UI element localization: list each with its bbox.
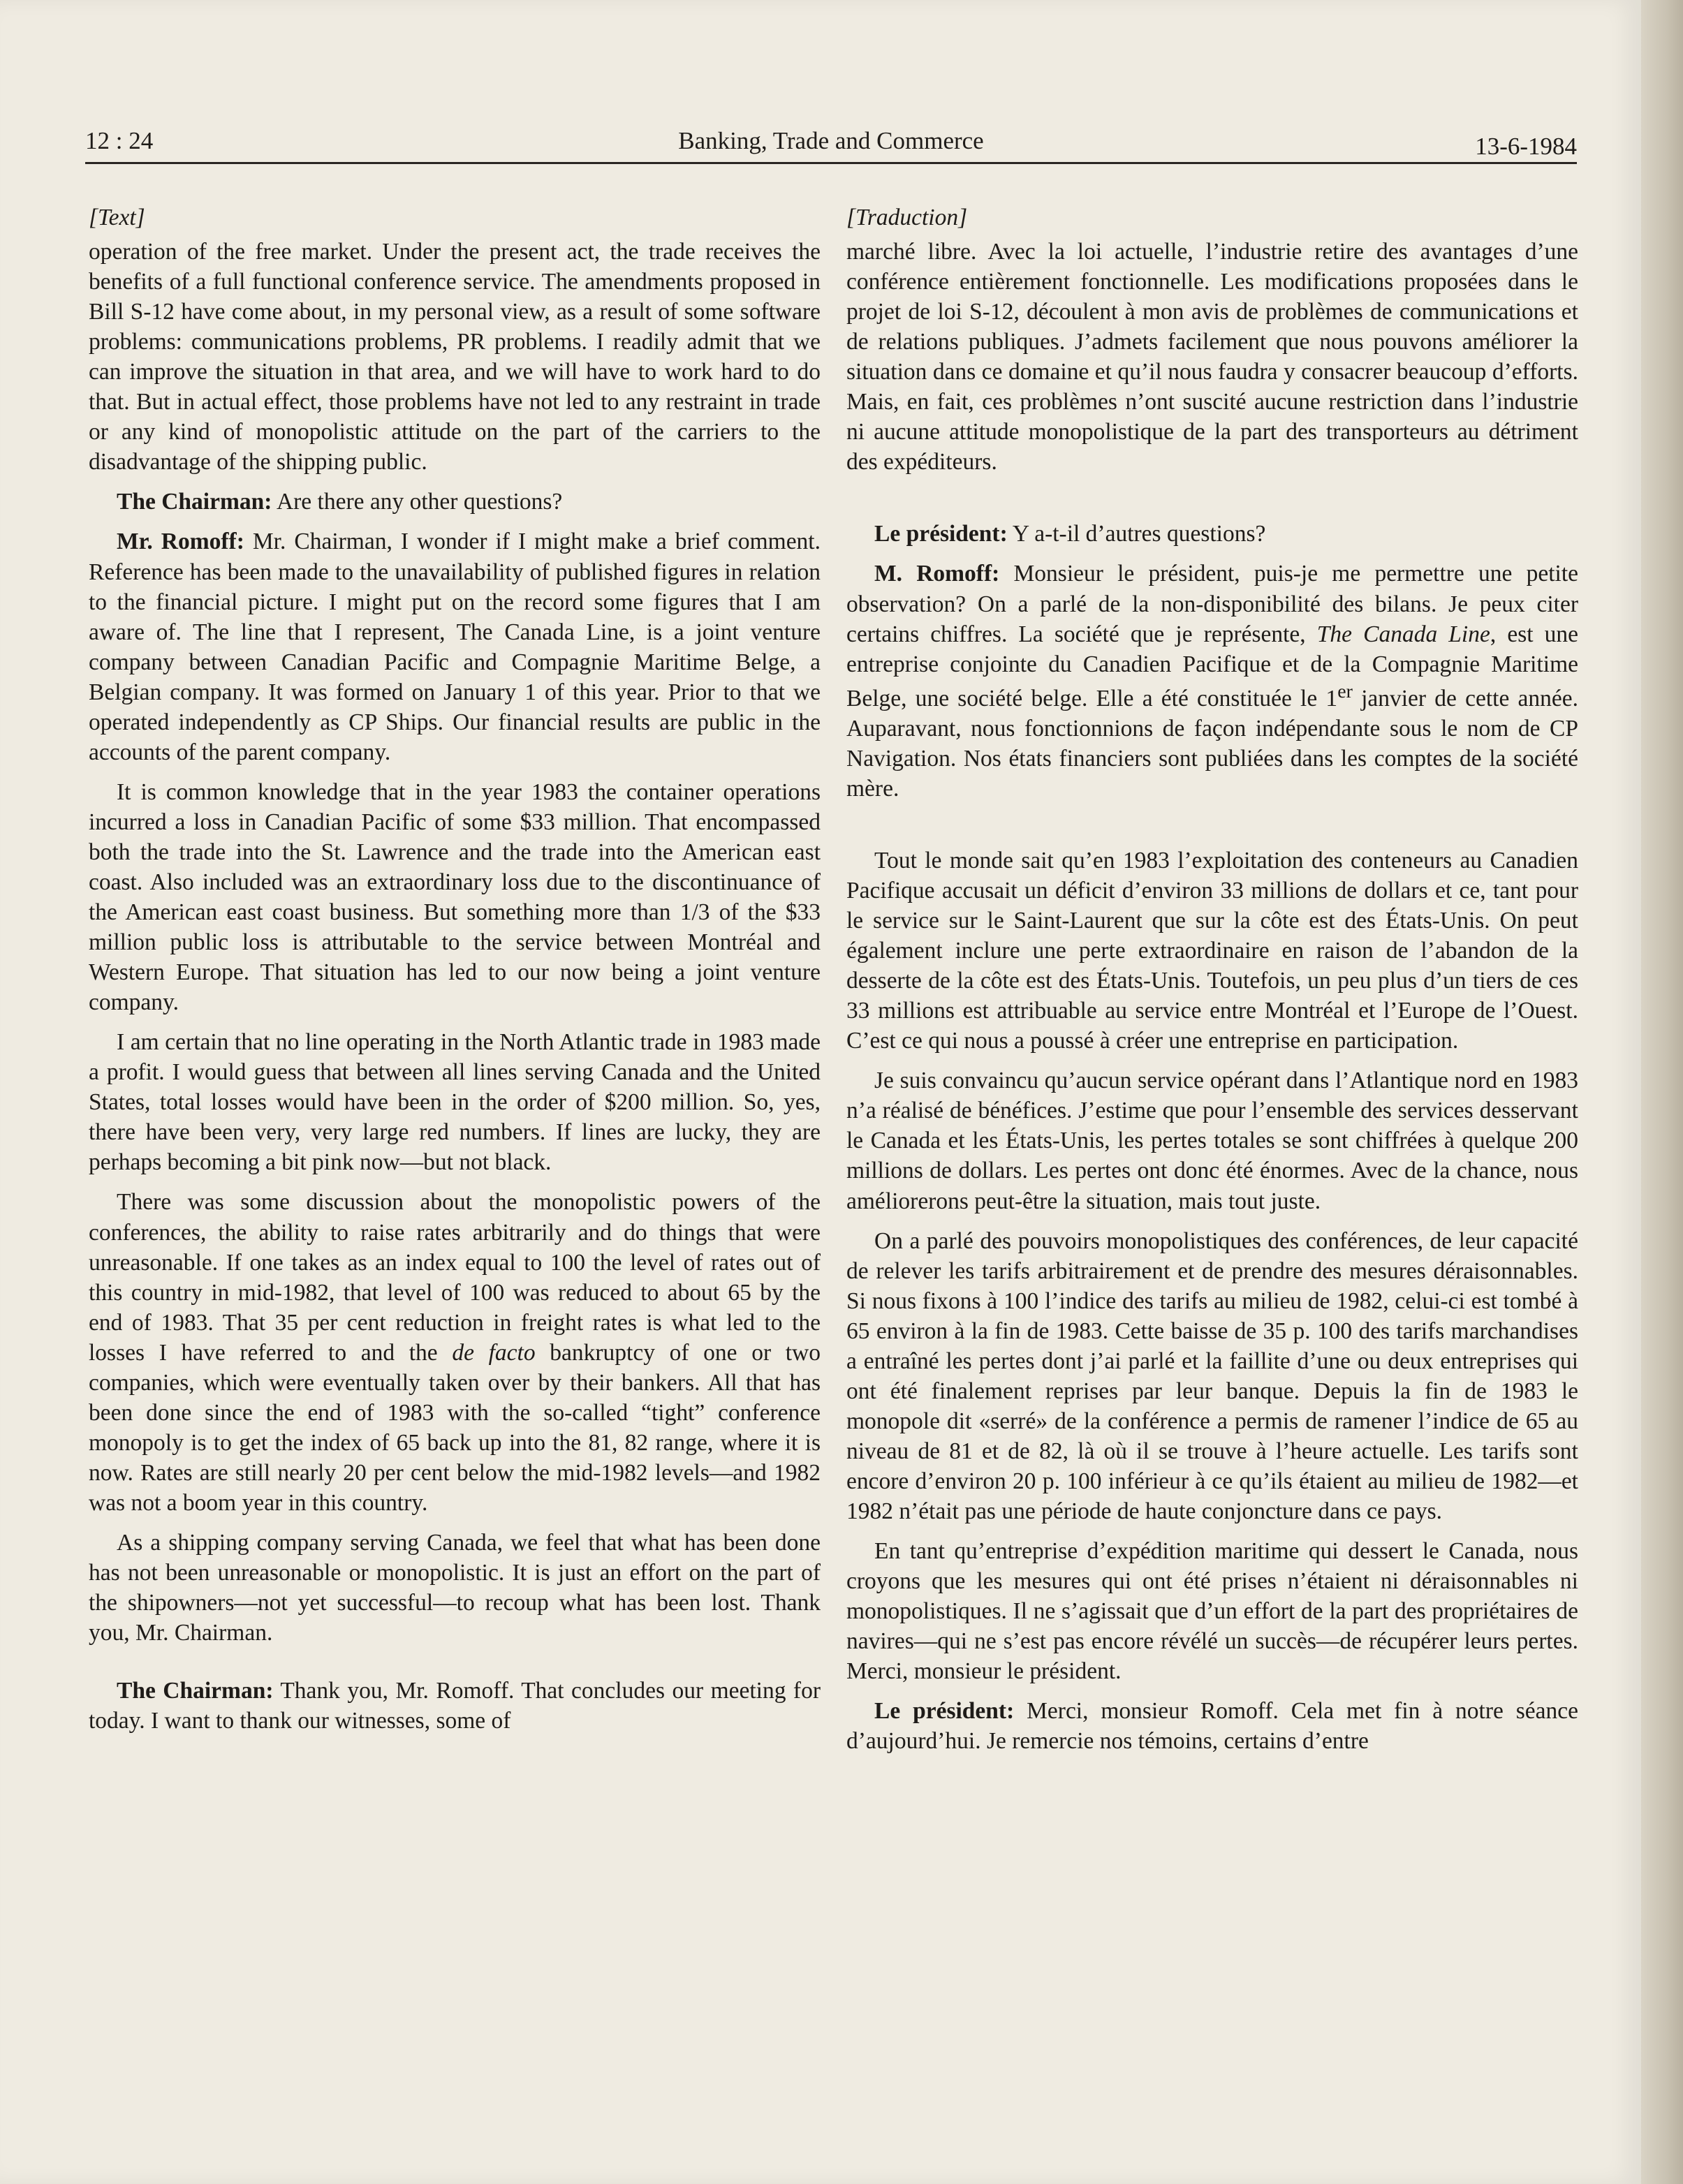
superscript: er: [1337, 680, 1353, 702]
paragraph: [89, 526, 821, 767]
column-label: [Traduction]: [846, 205, 968, 230]
speech-text: Y a-t-il d’autres questions?: [1007, 521, 1266, 547]
paragraph: [89, 487, 821, 517]
header-date: 13-6-1984: [1475, 133, 1577, 160]
speech-text: Mr. Chairman, I wonder if I might make a brief comment. Reference has been made to the unavailability of published figures in relation to the financial picture. I might put on the record some figures that I am aware of. The line that I represent, The Canada Line, is a joint venture company between Canadian Pacific and Compagnie Maritime Belge, a Belgian company. It was formed on January 1 of this year. Prior to that we operated independently as CP Ships. Our financial results are public in the accounts of the parent company.: [89, 529, 821, 765]
paragraph: I am certain that no line operating in the North Atlantic trade in 1983 made a profit. I would guess that between all lines serving Canada and the United States, total losses would have been in the order of $200 million. So, yes, there have been very, very large red numbers. If lines are lucky, they are perhaps becoming a bit pink now—but not black.: [89, 1029, 821, 1176]
paragraph: En tant qu’entreprise d’expédition maritime qui dessert le Canada, nous croyons que les mesures qui ont été prises n’étaient ni déraisonnables ni monopolistiques. Il ne s’agissait que d’un effort de la part des propriétaires de navires—qui ne s’est pas encore révélé un succès—de récupérer leurs pertes. Merci, monsieur le président.: [846, 1538, 1578, 1685]
speaker-name: Mr. Romoff:: [117, 529, 244, 555]
paragraph: [846, 519, 1578, 549]
paragraph: [846, 559, 1578, 804]
speech-text: Thank you, Mr. Romoff. That concludes our meeting for today. I want to thank our witnesses, some of: [89, 1678, 821, 1734]
page-number: 12 : 24: [85, 127, 154, 154]
speaker-name: Le président:: [874, 1698, 1015, 1725]
emphasis-text: de facto: [452, 1339, 536, 1366]
paragraph: operation of the free market. Under the present act, the trade receives the benefits of a full functional conference service. The amendments proposed in Bill S-12 have come about, in my personal view, as a result of some software problems: communications problems, PR problems. I readily admit that we can improve the situation in that area, and we will have to work hard to do that. But in actual effect, those problems have not led to any restraint in trade or any kind of monopolistic attitude on the part of the carriers to the disadvantage of the shipping public.: [89, 239, 821, 475]
paragraph: [89, 1676, 821, 1736]
speech-text: bankruptcy of one or two companies, which were eventually taken over by their bankers. All that has been done since the end of 1983 with the so-called “tight” conference monopoly is to get the index of 65 back up into the 81, 82 range, where it is now. Rates are still nearly 20 per cent below the mid-1982 levels—and 1982 was not a boom year in this country.: [89, 1339, 821, 1516]
emphasis-text: The Canada Line: [1316, 621, 1490, 647]
speech-text: , est une entreprise conjointe du Canadien Pacifique et de la Compagnie Maritime Belge, une société belge. Elle a été constituée le 1: [846, 621, 1578, 711]
paragraph: On a parlé des pouvoirs monopolistiques des conférences, de leur capacité de relever les tarifs arbitrairement et de prendre des mesures déraisonnables. Si nous fixons à 100 l’indice des tarifs au milieu de 1982, celui-ci est tombé à 65 environ à la fin de 1983. Cette baisse de 35 p. 100 des tarifs marchandises a entraîné les pertes dont j’ai parlé et la faillite d’une ou deux entreprises qui ont été finalement reprises par leur banque. Depuis la fin de 1983 le monopole dit «serré» de la conférence a permis de ramener l’indice de 65 au niveau de 81 et de 82, là où il se trouve à l’heure actuelle. Les tarifs sont encore d’environ 20 p. 100 inférieur à ce qu’ils étaient au milieu de 1982—et 1982 n’était pas une période de haute conjoncture dans ce pays.: [846, 1227, 1578, 1524]
paragraph: Je suis convaincu qu’aucun service opérant dans l’Atlantique nord en 1983 n’a réalisé de bénéfices. J’estime que pour l’ensemble des services desservant le Canada et les États-Unis, les pertes totales se sont chiffrées à quelque 200 millions de dollars. Les pertes ont donc été énormes. Avec de la chance, nous améliorerons peut-être la situation, mais tout juste.: [846, 1068, 1578, 1214]
speech-text: Monsieur le président, puis-je me permettre une petite observation? On a parlé de la non-disponibilité des bilans. Je peux citer certains chiffres. La société que je représente,: [846, 561, 1578, 647]
paragraph: As a shipping company serving Canada, we feel that what has been done has not been unreasonable or monopolistic. It is just an effort on the part of the shipowners—not yet successful—to recoup what has been lost. Thank you, Mr. Chairman.: [89, 1529, 821, 1646]
speaker-name: Le président:: [874, 521, 1008, 547]
column-label: [Text]: [89, 205, 145, 230]
english-column: [89, 202, 821, 2157]
speech-text: Merci, monsieur Romoff. Cela met fin à notre séance d’aujourd’hui. Je remercie nos témoins, certains d’entre: [846, 1698, 1578, 1755]
paragraph: marché libre. Avec la loi actuelle, l’industrie retire des avantages d’une conférence entièrement fonctionnelle. Les modifications proposées dans le projet de loi S-12, découlent à mon avis de problèmes de communications et de relations publiques. J’admets facilement que nous pouvons améliorer la situation dans ce domaine et qu’il nous faudra y consacrer beaucoup d’efforts. Mais, en fait, ces problèmes n’ont suscité aucune restriction dans l’industrie ni aucune attitude monopolistique de la part des transporteurs au détriment des expéditeurs.: [846, 239, 1578, 475]
speaker-name: M. Romoff:: [874, 561, 1000, 587]
header-rule: [85, 162, 1577, 164]
speaker-name: The Chairman:: [117, 1678, 274, 1704]
committee-title: Banking, Trade and Commerce: [678, 127, 984, 154]
speech-text: There was some discussion about the monopolistic powers of the conferences, the ability to raise rates arbitrarily and do things that were unreasonable. If one takes as an index equal to 100 the level of rates out of this country in mid-1982, that level of 100 was reduced to about 65 by the end of 1983. That 35 per cent reduction in freight rates is what led to the losses I have referred to and the: [89, 1189, 821, 1366]
paragraph: [846, 1696, 1578, 1756]
paragraph: Tout le monde sait qu’en 1983 l’exploitation des conteneurs au Canadien Pacifique accusait un déficit d’environ 33 millions de dollars et ce, tant pour le service sur le Saint-Laurent que sur la côte est des États-Unis. On peut également inclure une perte extraordinaire en raison de l’abandon de la desserte de la côte est des États-Unis. Toutefois, un peu plus d’un tiers de ces 33 millions est attribuable au service entre Montréal et l’Europe de l’Ouest. C’est ce qui nous a poussé à créer une entreprise en participation.: [846, 848, 1578, 1054]
paragraph: [89, 1187, 821, 1518]
speech-text: Are there any other questions?: [272, 489, 563, 515]
speech-text: janvier de cette année. Auparavant, nous fonctionnions de façon indépendante sous le nom de CP Navigation. Nos états financiers sont publiées dans les comptes de la société mère.: [846, 685, 1578, 802]
paragraph: It is common knowledge that in the year 1983 the container operations incurred a loss in Canadian Pacific of some $33 million. That encompassed both the trade into the St. Lawrence and the trade into the American east coast. Also included was an extraordinary loss due to the discontinuance of the American east coast business. But something more than 1/3 of the $33 million public loss is attributable to the service between Montréal and Western Europe. That situation has led to our now being a joint venture company.: [89, 779, 821, 1016]
page-edge: [1641, 0, 1683, 2184]
speaker-name: The Chairman:: [117, 489, 272, 515]
french-column: [846, 202, 1578, 2157]
